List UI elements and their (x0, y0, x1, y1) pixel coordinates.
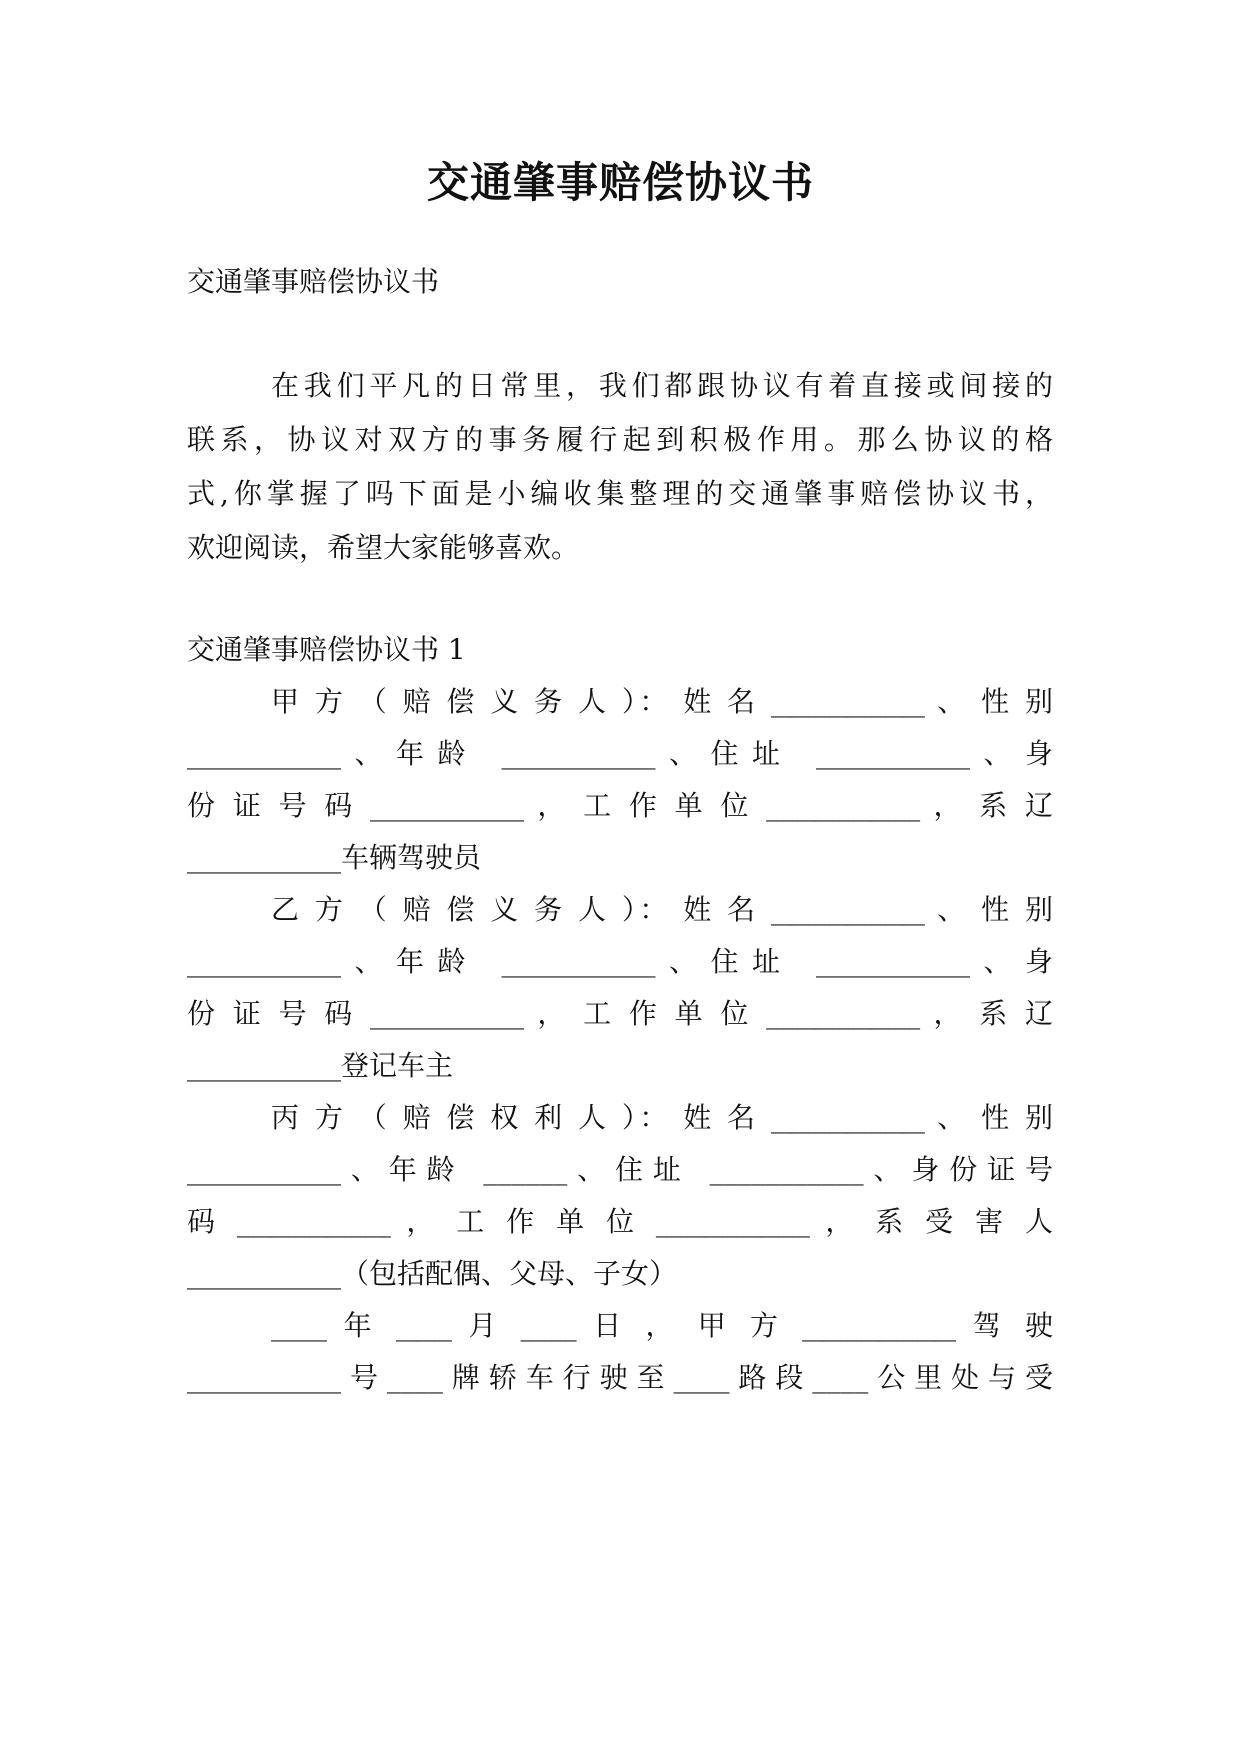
body-line: ___________、年龄 ___________、住址 ___________、身 (187, 945, 1053, 978)
intro-line: 在我们平凡的日常里，我们都跟协议有着直接或间接的 (271, 369, 1053, 402)
intro-line: 式,你掌握了吗下面是小编收集整理的交通肇事赔偿协议书， (187, 477, 1053, 510)
section-heading: 交通肇事赔偿协议书 1 (187, 633, 466, 666)
body-line: 甲 方 （ 赔 偿 义 务 人 ）： 姓 名 ___________ 、 性 别 (271, 685, 1053, 718)
body-line: ___________号____牌轿车行驶至____路段____公里处与受 (187, 1361, 1053, 1394)
body-line: 丙 方 （ 赔 偿 权 利 人 ）： 姓 名 ___________ 、 性 别 (271, 1101, 1053, 1134)
body-line: 份 证 号 码 ___________ ， 工 作 单 位 ___________ ， 系 辽 (187, 997, 1053, 1030)
body-line: 乙 方 （ 赔 偿 义 务 人 ）： 姓 名 ___________ 、 性 别 (271, 893, 1053, 926)
body-line: ___________、年龄 ______、住址 ___________、身份证号 (187, 1153, 1053, 1186)
body-line: ___________登记车主 (187, 1049, 454, 1082)
body-line: ___________、年龄 ___________、住址 ___________、身 (187, 737, 1053, 770)
body-line: ___________（包括配偶、父母、子女） (187, 1257, 678, 1290)
intro-line: 欢迎阅读，希望大家能够喜欢。 (187, 531, 580, 564)
document-title: 交通肇事赔偿协议书 (426, 158, 814, 207)
intro-line: 联系，协议对双方的事务履行起到积极作用。那么协议的格 (187, 423, 1053, 456)
body-line: 份 证 号 码 ___________ ， 工 作 单 位 ___________ ， 系 辽 (187, 789, 1053, 822)
body-line: 码 ___________ ， 工 作 单 位 ___________ ， 系 受 害 人 (187, 1205, 1053, 1238)
body-line: ___________车辆驾驶员 (187, 841, 482, 874)
body-line: ____ 年 ____ 月 ____ 日 ， 甲 方 ___________ 驾 驶 (271, 1309, 1053, 1342)
document-subtitle: 交通肇事赔偿协议书 (187, 265, 440, 298)
